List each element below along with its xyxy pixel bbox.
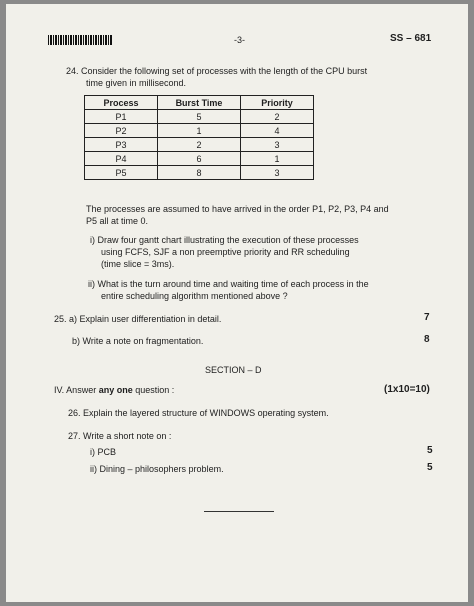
table-cell: 3 — [241, 166, 314, 180]
barcode — [48, 35, 112, 45]
q24-part-i-line3: (time slice = 3ms). — [101, 259, 175, 269]
q24-part-ii-line2: entire scheduling algorithm mentioned above ? — [101, 291, 288, 301]
q27: 27. Write a short note on : — [68, 431, 172, 441]
q27-i: i) PCB — [90, 447, 117, 457]
column-header: Burst Time — [158, 96, 241, 110]
q24-line2: time given in millisecond. — [86, 78, 187, 88]
table-cell: P2 — [85, 124, 158, 138]
q27-i-marks: 5 — [427, 445, 433, 456]
table-cell: 1 — [158, 124, 241, 138]
q24-assumption-line2: P5 all at time 0. — [86, 216, 149, 226]
table-cell: P3 — [85, 138, 158, 152]
table-cell: P5 — [85, 166, 158, 180]
column-header: Process — [85, 96, 158, 110]
q27-ii: ii) Dining – philosophers problem. — [90, 464, 224, 474]
table-row — [85, 166, 314, 180]
page-number: -3- — [234, 35, 245, 45]
table-cell: P4 — [85, 152, 158, 166]
instruction-emphasis: any one — [98, 385, 133, 395]
table-row — [85, 152, 314, 166]
q24-assumption-line1: The processes are assumed to have arrived in the order P1, P2, P3, P4 and — [86, 204, 389, 214]
instruction-suffix: question : — [132, 385, 175, 395]
q25a-marks: 7 — [424, 312, 430, 323]
end-rule — [204, 511, 274, 512]
table-cell: 8 — [158, 166, 241, 180]
table-row — [85, 138, 314, 152]
process-table — [84, 95, 314, 180]
exam-page — [6, 4, 468, 602]
q25b: b) Write a note on fragmentation. — [72, 336, 204, 346]
section-heading: SECTION – D — [205, 365, 262, 375]
table-cell: 5 — [158, 110, 241, 124]
table-cell: 3 — [241, 138, 314, 152]
table-cell: 6 — [158, 152, 241, 166]
table-header-row — [85, 96, 314, 110]
table-row — [85, 110, 314, 124]
table-row — [85, 124, 314, 138]
column-header: Priority — [241, 96, 314, 110]
table-cell: P1 — [85, 110, 158, 124]
q27-ii-marks: 5 — [427, 462, 433, 473]
instruction-prefix: IV. Answer — [54, 385, 99, 395]
q25b-marks: 8 — [424, 334, 430, 345]
table-cell: 2 — [158, 138, 241, 152]
q24-line1: 24. Consider the following set of processes with the length of the CPU burst — [66, 66, 368, 76]
table-cell: 4 — [241, 124, 314, 138]
section-marks: (1x10=10) — [384, 384, 430, 395]
paper-code: SS – 681 — [390, 33, 432, 44]
table-cell: 1 — [241, 152, 314, 166]
table-cell: 2 — [241, 110, 314, 124]
q26: 26. Explain the layered structure of WINDOWS operating system. — [68, 408, 329, 418]
section-instruction — [54, 385, 174, 396]
q25a: 25. a) Explain user differentiation in detail. — [54, 314, 222, 324]
q24-part-i-line2: using FCFS, SJF a non preemptive priority and RR scheduling — [101, 247, 350, 257]
q24-part-ii-line1: ii) What is the turn around time and waiting time of each process in the — [88, 279, 369, 289]
q24-part-i-line1: i) Draw four gantt chart illustrating the execution of these processes — [90, 235, 359, 245]
